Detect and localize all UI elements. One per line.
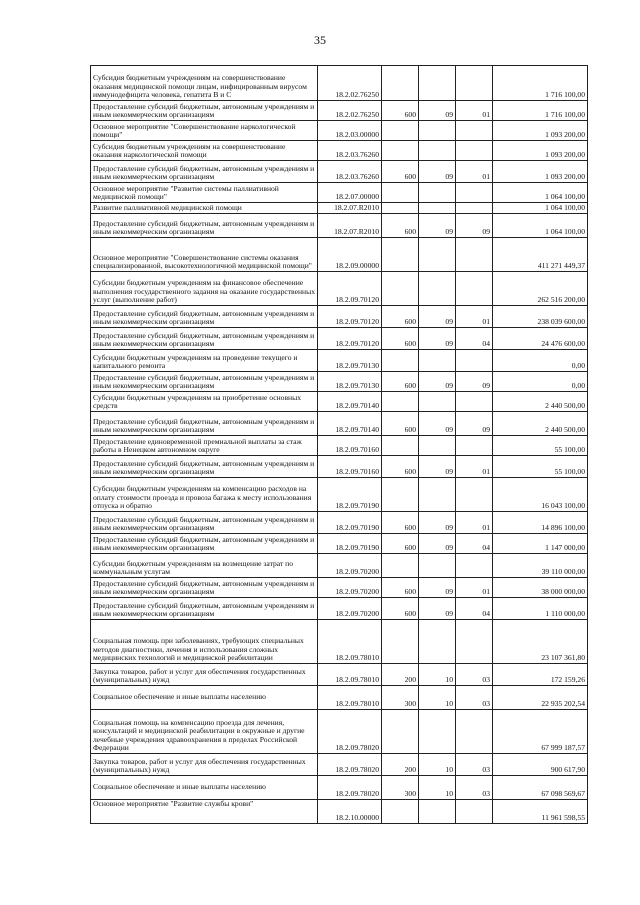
- row-name: Субсидии бюджетным учреждениям на приобретение основных средств: [91, 392, 318, 412]
- row-section: 10: [419, 754, 456, 776]
- row-expense-type: [382, 800, 419, 824]
- row-name: Предоставление субсидий бюджетным, автономным учреждениям и иным некоммерческим организациям: [91, 328, 318, 350]
- row-subsection: [456, 478, 493, 512]
- row-amount: 2 440 500,00: [493, 392, 588, 412]
- table-row: [91, 620, 588, 664]
- row-expense-type: [382, 272, 419, 306]
- row-amount: 1 147 000,00: [493, 534, 588, 554]
- table-row: [91, 776, 588, 800]
- row-subsection: 01: [456, 306, 493, 328]
- page-number: 35: [314, 33, 326, 47]
- row-subsection: [456, 554, 493, 578]
- row-amount: 39 110 000,00: [493, 554, 588, 578]
- row-expense-type: 600: [382, 456, 419, 478]
- row-subsection: 04: [456, 534, 493, 554]
- row-amount: 1 064 100,00: [493, 203, 588, 214]
- row-name: Субсидии бюджетным учреждениям на возмещение затрат по коммунальным услугам: [91, 554, 318, 578]
- row-code: 18.2.03.76260: [318, 161, 382, 183]
- row-section: 09: [419, 534, 456, 554]
- table-row: [91, 436, 588, 456]
- row-code: 18.2.09.70130: [318, 350, 382, 372]
- row-subsection: 01: [456, 512, 493, 534]
- table-row: [91, 800, 588, 824]
- row-section: [419, 238, 456, 272]
- row-section: [419, 183, 456, 203]
- row-subsection: [456, 66, 493, 101]
- row-name: Субсидии бюджетным учреждениям на проведение текущего и капитального ремонта: [91, 350, 318, 372]
- row-subsection: [456, 710, 493, 754]
- row-amount: 55 100,00: [493, 456, 588, 478]
- row-code: 18.2.09.70190: [318, 478, 382, 512]
- table-row: [91, 350, 588, 372]
- row-name: Социальная помощь на компенсацию проезда для лечения, консультаций и медицинской реабилитации в окружные и другие лечебные учреждения здравоохранения в пределах Российской Федерации: [91, 710, 318, 754]
- row-amount: 262 516 200,00: [493, 272, 588, 306]
- row-subsection: [456, 238, 493, 272]
- row-section: 10: [419, 664, 456, 686]
- table-row: [91, 554, 588, 578]
- row-code: 18.2.07.R2010: [318, 214, 382, 238]
- row-code: 18.2.09.78010: [318, 686, 382, 710]
- row-section: [419, 710, 456, 754]
- row-amount: 1 716 100,00: [493, 101, 588, 121]
- row-section: [419, 272, 456, 306]
- row-subsection: 04: [456, 598, 493, 620]
- row-subsection: 09: [456, 412, 493, 436]
- row-expense-type: [382, 141, 419, 161]
- row-amount: 172 159,26: [493, 664, 588, 686]
- row-code: 18.2.10.00000: [318, 800, 382, 824]
- row-expense-type: 300: [382, 686, 419, 710]
- table-row: [91, 328, 588, 350]
- row-code: 18.2.02.76250: [318, 101, 382, 121]
- table-row: [91, 121, 588, 141]
- row-name: Предоставление субсидий бюджетным, автономным учреждениям и иным некоммерческим организациям: [91, 512, 318, 534]
- table-row: [91, 578, 588, 598]
- row-expense-type: [382, 436, 419, 456]
- row-code: 18.2.03.76260: [318, 141, 382, 161]
- row-subsection: 01: [456, 101, 493, 121]
- row-section: 10: [419, 686, 456, 710]
- table-row: [91, 214, 588, 238]
- row-name: Социальная помощь при заболеваниях, требующих специальных методов диагностики, лечения и использования сложных медицинских технологий и медицинской реабилитации: [91, 620, 318, 664]
- row-section: 09: [419, 101, 456, 121]
- row-amount: 55 100,00: [493, 436, 588, 456]
- row-name: Основное мероприятие "Развитие службы крови": [91, 800, 318, 824]
- row-subsection: [456, 121, 493, 141]
- table-row: [91, 66, 588, 101]
- row-subsection: [456, 141, 493, 161]
- row-name: Предоставление субсидий бюджетным, автономным учреждениям и иным некоммерческим организациям: [91, 412, 318, 436]
- row-expense-type: 200: [382, 754, 419, 776]
- row-subsection: [456, 272, 493, 306]
- row-section: 09: [419, 306, 456, 328]
- row-code: 18.2.03.00000: [318, 121, 382, 141]
- row-name: Предоставление субсидий бюджетным, автономным учреждениям и иным некоммерческим организациям: [91, 372, 318, 392]
- row-name: Основное мероприятие "Развитие системы паллиативной медицинской помощи": [91, 183, 318, 203]
- row-expense-type: [382, 121, 419, 141]
- row-amount: 0,00: [493, 350, 588, 372]
- row-code: 18.2.09.78010: [318, 664, 382, 686]
- row-expense-type: 600: [382, 306, 419, 328]
- row-expense-type: 600: [382, 512, 419, 534]
- row-subsection: 09: [456, 372, 493, 392]
- row-section: 09: [419, 412, 456, 436]
- row-amount: 22 935 202,54: [493, 686, 588, 710]
- row-subsection: 01: [456, 456, 493, 478]
- budget-table: [90, 65, 588, 824]
- row-name: Субсидия бюджетным учреждениям на совершенствование оказания медицинской помощи лицам, инфицированным вирусом иммунодефицита человека, гепатита В и С: [91, 66, 318, 101]
- table-row: [91, 306, 588, 328]
- row-code: 18.2.09.70140: [318, 392, 382, 412]
- row-name: Предоставление субсидий бюджетным, автономным учреждениям и иным некоммерческим организациям: [91, 456, 318, 478]
- row-name: Развитие паллиативной медицинской помощи: [91, 203, 318, 214]
- row-subsection: 09: [456, 214, 493, 238]
- row-subsection: [456, 350, 493, 372]
- row-section: 09: [419, 214, 456, 238]
- table-row: [91, 392, 588, 412]
- row-expense-type: [382, 554, 419, 578]
- row-amount: 1 093 200,00: [493, 161, 588, 183]
- row-code: 18.2.09.78020: [318, 776, 382, 800]
- row-expense-type: [382, 392, 419, 412]
- row-section: [419, 392, 456, 412]
- table-row: [91, 101, 588, 121]
- table-row: [91, 412, 588, 436]
- row-section: 09: [419, 456, 456, 478]
- table-row: [91, 238, 588, 272]
- row-expense-type: 600: [382, 412, 419, 436]
- row-subsection: 03: [456, 754, 493, 776]
- row-code: 18.2.09.70120: [318, 328, 382, 350]
- row-code: 18.2.02.76250: [318, 66, 382, 101]
- row-name: Предоставление единовременной премиальной выплаты за стаж работы в Ненецком автономном округе: [91, 436, 318, 456]
- row-amount: 38 000 000,00: [493, 578, 588, 598]
- table-row: [91, 372, 588, 392]
- row-section: [419, 800, 456, 824]
- row-expense-type: 300: [382, 776, 419, 800]
- table-row: [91, 754, 588, 776]
- row-code: 18.2.09.70120: [318, 272, 382, 306]
- row-code: 18.2.09.00000: [318, 238, 382, 272]
- table-row: [91, 456, 588, 478]
- row-name: Предоставление субсидий бюджетным, автономным учреждениям и иным некоммерческим организациям: [91, 306, 318, 328]
- row-subsection: [456, 436, 493, 456]
- row-code: 18.2.07.00000: [318, 183, 382, 203]
- row-name: Субсидия бюджетным учреждениям на совершенствование оказания наркологической помощи: [91, 141, 318, 161]
- row-subsection: [456, 203, 493, 214]
- row-code: 18.2.09.70160: [318, 436, 382, 456]
- row-expense-type: [382, 183, 419, 203]
- row-expense-type: 600: [382, 161, 419, 183]
- table-row: [91, 664, 588, 686]
- row-section: [419, 554, 456, 578]
- table-row: [91, 183, 588, 203]
- row-expense-type: [382, 350, 419, 372]
- row-expense-type: 600: [382, 578, 419, 598]
- row-name: Закупка товаров, работ и услуг для обеспечения государственных (муниципальных) нужд: [91, 664, 318, 686]
- row-expense-type: 600: [382, 214, 419, 238]
- row-section: [419, 66, 456, 101]
- row-section: [419, 203, 456, 214]
- row-name: Предоставление субсидий бюджетным, автономным учреждениям и иным некоммерческим организациям: [91, 161, 318, 183]
- table-row: [91, 478, 588, 512]
- row-subsection: 03: [456, 776, 493, 800]
- row-subsection: 03: [456, 664, 493, 686]
- row-name: Предоставление субсидий бюджетным, автономным учреждениям и иным некоммерческим организациям: [91, 214, 318, 238]
- row-section: [419, 620, 456, 664]
- row-amount: 67 098 569,67: [493, 776, 588, 800]
- row-amount: 11 961 598,55: [493, 800, 588, 824]
- table-row: [91, 534, 588, 554]
- row-subsection: 04: [456, 328, 493, 350]
- row-subsection: [456, 183, 493, 203]
- table-row: [91, 272, 588, 306]
- row-amount: 24 476 600,00: [493, 328, 588, 350]
- row-name: Субсидии бюджетным учреждениям на компенсацию расходов на оплату стоимости проезда и провоза багажа к месту использования отпуска и обратно: [91, 478, 318, 512]
- row-amount: 1 110 000,00: [493, 598, 588, 620]
- table-row: [91, 512, 588, 534]
- row-section: 09: [419, 512, 456, 534]
- table-row: [91, 710, 588, 754]
- row-name: Предоставление субсидий бюджетным, автономным учреждениям и иным некоммерческим организациям: [91, 598, 318, 620]
- row-section: 09: [419, 578, 456, 598]
- row-code: 18.2.09.70130: [318, 372, 382, 392]
- table-row: [91, 203, 588, 214]
- row-amount: 2 440 500,00: [493, 412, 588, 436]
- row-name: Закупка товаров, работ и услуг для обеспечения государственных (муниципальных) нужд: [91, 754, 318, 776]
- row-code: 18.2.09.78020: [318, 710, 382, 754]
- row-expense-type: 600: [382, 101, 419, 121]
- row-amount: 1 093 200,00: [493, 121, 588, 141]
- table-row: [91, 686, 588, 710]
- row-section: [419, 478, 456, 512]
- row-name: Основное мероприятие "Совершенствование системы оказания специализированной, высокотехнологичной медицинской помощи": [91, 238, 318, 272]
- row-code: 18.2.09.78010: [318, 620, 382, 664]
- row-section: [419, 436, 456, 456]
- row-section: 09: [419, 161, 456, 183]
- row-amount: 14 896 100,00: [493, 512, 588, 534]
- row-name: Предоставление субсидий бюджетным, автономным учреждениям и иным некоммерческим организациям: [91, 578, 318, 598]
- row-amount: 1 064 100,00: [493, 214, 588, 238]
- row-section: 09: [419, 328, 456, 350]
- row-subsection: 01: [456, 161, 493, 183]
- row-code: 18.2.09.70200: [318, 578, 382, 598]
- row-amount: 16 043 100,00: [493, 478, 588, 512]
- row-expense-type: [382, 620, 419, 664]
- row-amount: 1 093 200,00: [493, 141, 588, 161]
- row-expense-type: [382, 66, 419, 101]
- row-amount: 238 039 600,00: [493, 306, 588, 328]
- row-expense-type: [382, 710, 419, 754]
- row-name: Предоставление субсидий бюджетным, автономным учреждениям и иным некоммерческим организациям: [91, 534, 318, 554]
- table-row: [91, 598, 588, 620]
- row-code: 18.2.09.70200: [318, 598, 382, 620]
- row-expense-type: [382, 478, 419, 512]
- row-subsection: 01: [456, 578, 493, 598]
- row-expense-type: [382, 203, 419, 214]
- row-name: Предоставление субсидий бюджетным, автономным учреждениям и иным некоммерческим организациям: [91, 101, 318, 121]
- row-code: 18.2.09.70140: [318, 412, 382, 436]
- row-code: 18.2.07.R2010: [318, 203, 382, 214]
- row-expense-type: 600: [382, 328, 419, 350]
- budget-table-body: [91, 66, 588, 824]
- row-amount: 1 716 100,00: [493, 66, 588, 101]
- row-amount: 67 999 187,57: [493, 710, 588, 754]
- row-expense-type: 600: [382, 534, 419, 554]
- row-amount: 0,00: [493, 372, 588, 392]
- row-section: [419, 121, 456, 141]
- row-subsection: [456, 620, 493, 664]
- row-code: 18.2.09.70190: [318, 534, 382, 554]
- row-code: 18.2.09.70160: [318, 456, 382, 478]
- row-section: [419, 141, 456, 161]
- row-section: 09: [419, 372, 456, 392]
- row-code: 18.2.09.70200: [318, 554, 382, 578]
- row-expense-type: 200: [382, 664, 419, 686]
- row-amount: 1 064 100,00: [493, 183, 588, 203]
- row-subsection: [456, 392, 493, 412]
- row-amount: 900 617,90: [493, 754, 588, 776]
- row-code: 18.2.09.70190: [318, 512, 382, 534]
- row-section: [419, 350, 456, 372]
- row-expense-type: 600: [382, 598, 419, 620]
- row-expense-type: [382, 238, 419, 272]
- row-subsection: 03: [456, 686, 493, 710]
- row-code: 18.2.09.78020: [318, 754, 382, 776]
- table-row: [91, 141, 588, 161]
- row-name: Социальное обеспечение и иные выплаты населению: [91, 686, 318, 710]
- row-expense-type: 600: [382, 372, 419, 392]
- row-section: 10: [419, 776, 456, 800]
- row-amount: 23 107 361,80: [493, 620, 588, 664]
- row-name: Основное мероприятие "Совершенствование наркологической помощи": [91, 121, 318, 141]
- row-subsection: [456, 800, 493, 824]
- row-amount: 411 271 449,37: [493, 238, 588, 272]
- table-row: [91, 161, 588, 183]
- row-name: Субсидии бюджетным учреждениям на финансовое обеспечение выполнения государственного задания на оказание государственных услуг (выполнение работ): [91, 272, 318, 306]
- row-name: Социальное обеспечение и иные выплаты населению: [91, 776, 318, 800]
- row-code: 18.2.09.70120: [318, 306, 382, 328]
- row-section: 09: [419, 598, 456, 620]
